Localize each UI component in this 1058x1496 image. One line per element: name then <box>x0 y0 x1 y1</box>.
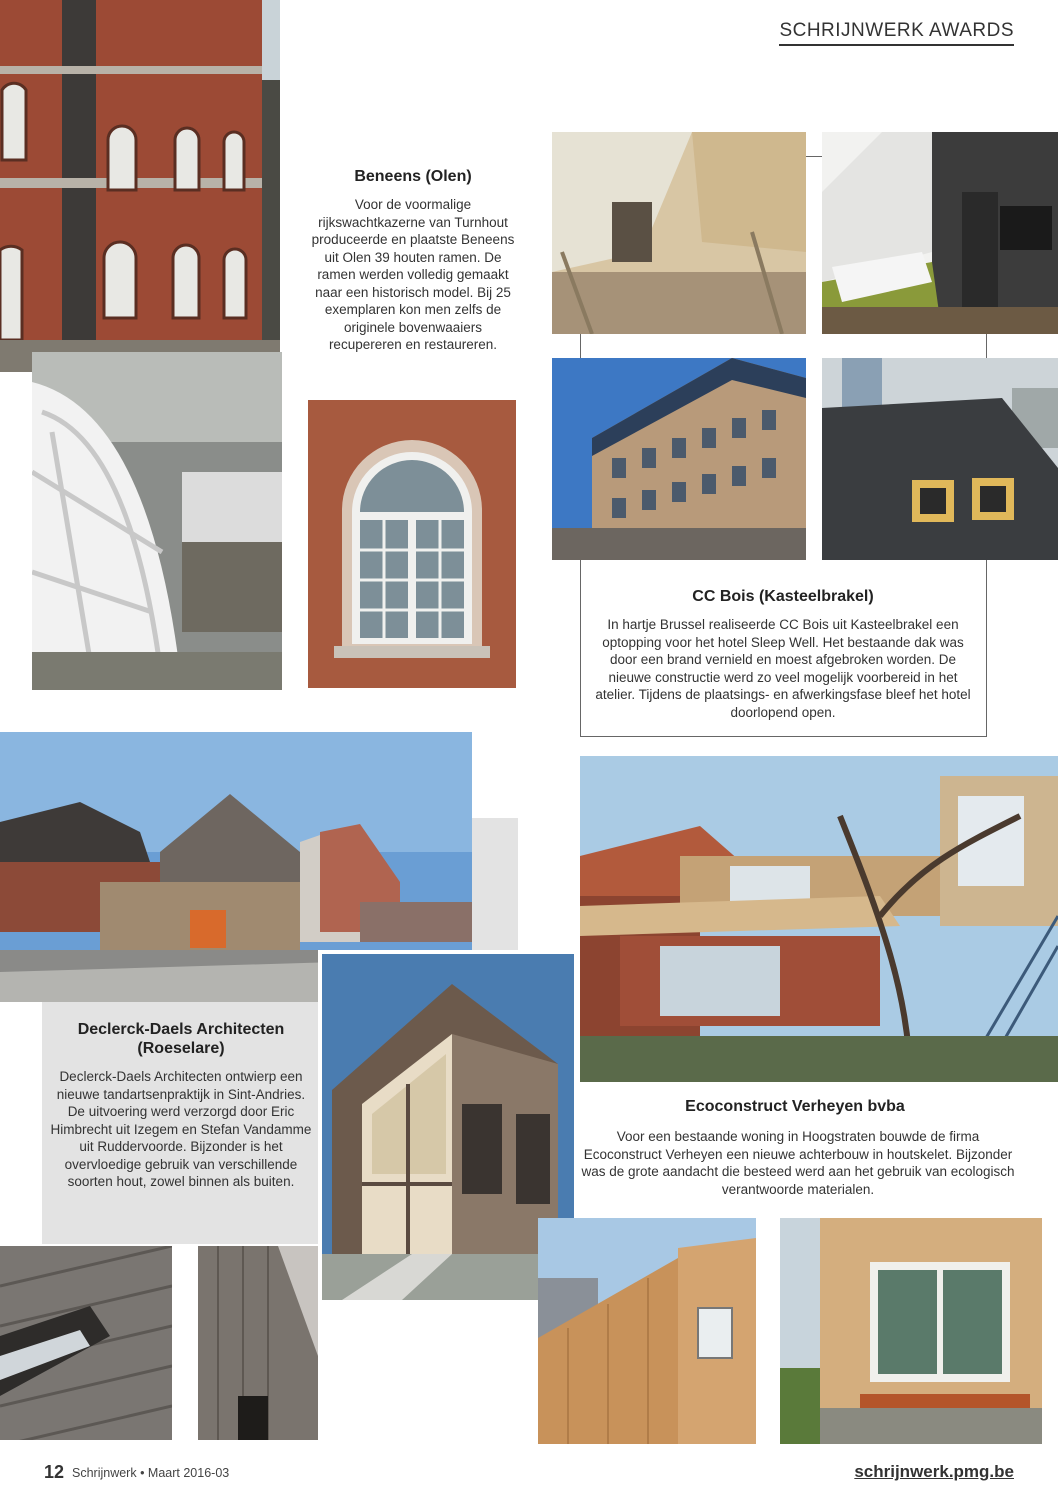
article-title-declerck: Declerck-Daels Architecten (Roeselare) <box>77 1021 285 1057</box>
photo-extension-terrace <box>780 1218 1042 1444</box>
connector-line <box>986 334 987 358</box>
article-title-ecoconstruct: Ecoconstruct Verheyen bvba <box>685 1098 905 1115</box>
photo-arched-window <box>308 400 516 688</box>
photo-timber-extension <box>580 756 1058 1082</box>
connector-line <box>580 736 987 737</box>
connector-line <box>806 156 822 157</box>
section-header: SCHRIJNWERK AWARDS <box>779 20 1014 46</box>
photo-hotel-facade <box>552 358 806 560</box>
article-body-beneens: Voor de voormalige rijkswachtkazerne van Turnhout produceerde en plaatste Beneens uit Olen 39 houten ramen. De ramen werden volledig gemaakt naar een historisch model. Bij 25 exemplaren kon men zelfs de originele bovenwaaiers recupereren en restaureren. <box>311 197 515 352</box>
article-title-beneens: Beneens (Olen) <box>354 168 472 185</box>
photo-larch-cladding-side <box>538 1218 756 1444</box>
connector-line <box>986 560 987 736</box>
website-link[interactable]: schrijnwerk.pmg.be <box>854 1462 1014 1481</box>
photo-workshop-arched-frame <box>32 352 282 690</box>
connector-line <box>580 334 581 358</box>
photo-wood-corner-detail <box>198 1246 318 1440</box>
photo-attic-construction <box>552 132 806 334</box>
article-body-ecoconstruct: Voor een bestaande woning in Hoogstraten bouwde de firma Ecoconstruct Verheyen een nieuwe achterbouw in houtskelet. Bijzonder was de grote aandacht die besteed werd aan het gebruik van ecologisch verantwoorde materialen. <box>581 1129 1015 1197</box>
photo-wood-cladding-detail <box>0 1246 172 1440</box>
publication-info: Schrijnwerk • Maart 2016-03 <box>72 1466 230 1480</box>
article-body-declerck: Declerck-Daels Architecten ontwierp een nieuwe tandartsenpraktijk in Sint-Andries. De uitvoering werd verzorgd door Eric Himbrecht uit Izegem en Stefan Vandamme uit Ruddervoorde. Bijzonder is het overvloedige gebruik van verschillende soorten hout, zowel binnen als buiten. <box>50 1069 312 1189</box>
article-title-ccbois: CC Bois (Kasteelbrakel) <box>692 588 874 605</box>
page-number: 12 <box>44 1462 65 1482</box>
photo-roof-dormers <box>822 358 1058 560</box>
photo-hotel-bedroom <box>822 132 1058 334</box>
connector-line <box>580 560 581 736</box>
article-body-ccbois: In hartje Brussel realiseerde CC Bois uit Kasteelbrakel een optopping voor het hotel Sleep Well. Het bestaande dak was door een brand vernield en moest afgebroken worden. De nieuwe constructie werd zo veel mogelijk voorbereid in het atelier. Tijdens de plaatsings- en afwerkingsfase bleef het hotel doorlopend open. <box>595 617 971 720</box>
photo-dental-practice-atrium <box>318 950 574 1300</box>
decorative-grey-block <box>472 818 518 952</box>
photo-brick-barracks <box>0 0 280 372</box>
